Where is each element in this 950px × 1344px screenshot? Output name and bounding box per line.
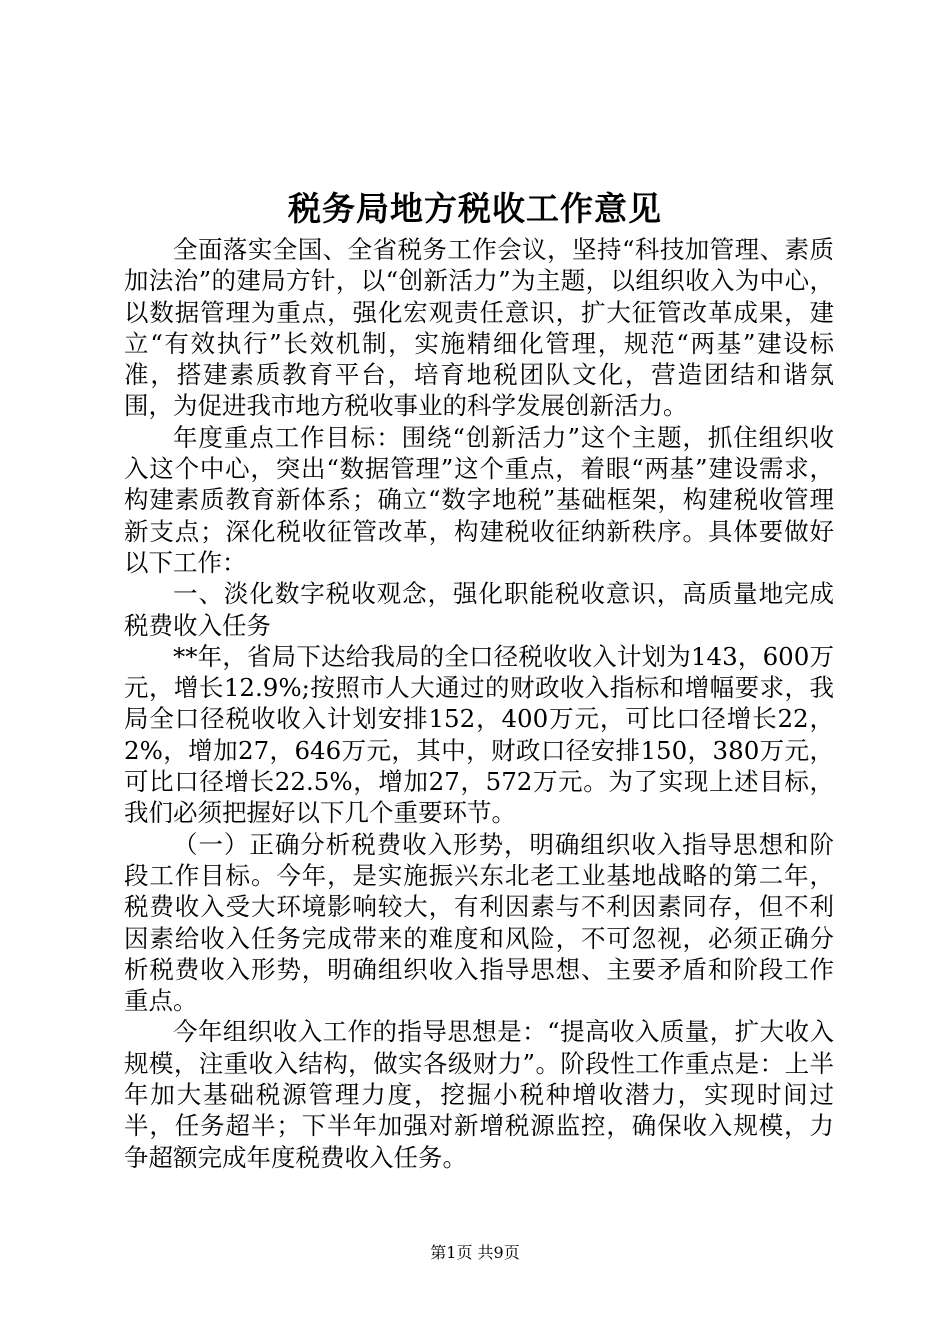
paragraph-section-one-heading: 一、淡化数字税收观念，强化职能税收意识，高质量地完成税费收入任务 [124,579,834,640]
paragraph-revenue-plan: **年，省局下达给我局的全口径税收收入计划为143，600万元，增长12.9%;按照市人大通过的财政收入指标和增幅要求，我局全口径税收收入计划安排152，400万元，可比口径增长22，2%，增加27，646万元，其中，财政口径安排150，380万元，可比口径增长22.5%，增加27，572万元。为了实现上述目标，我们必须把握好以下几个重要环节。 [124,641,834,828]
document-body [124,234,834,1173]
page-indicator: 第1页 共9页 [430,1243,520,1262]
document-title: 税务局地方税收工作意见 [288,189,662,228]
paragraph-intro: 全面落实全国、全省税务工作会议，坚持“科技加管理、素质加法治”的建局方针，以“创新活力”为主题，以组织收入为中心，以数据管理为重点，强化宏观责任意识，扩大征管改革成果，建立“有效执行”长效机制，实施精细化管理，规范“两基”建设标准，搭建素质教育平台，培育地税团队文化，营造团结和谐氛围，为促进我市地方税收事业的科学发展创新活力。 [124,235,834,421]
paragraph-annual-goals: 年度重点工作目标：围绕“创新活力”这个主题，抓住组织收入这个中心，突出“数据管理”这个重点，着眼“两基”建设需求，构建素质教育新体系；确立“数字地税”基础框架，构建税收管理新支点；深化税收征管改革，构建税收征纳新秩序。具体要做好以下工作： [124,422,834,577]
paragraph-subsection-one: （一）正确分析税费收入形势，明确组织收入指导思想和阶段工作目标。今年，是实施振兴东北老工业基地战略的第二年，税费收入受大环境影响较大，有利因素与不利因素同存，但不利因素给收入任务完成带来的难度和风险，不可忽视，必须正确分析税费收入形势，明确组织收入指导思想、主要矛盾和阶段工作重点。 [124,829,834,1016]
paragraph-guiding-principle: 今年组织收入工作的指导思想是：“提高收入质量，扩大收入规模，注重收入结构，做实各级财力”。阶段性工作重点是：上半年加大基础税源管理力度，挖掘小税种增收潜力，实现时间过半，任务超半；下半年加强对新增税源监控，确保收入规模，力争超额完成年度税费收入任务。 [124,1017,834,1172]
